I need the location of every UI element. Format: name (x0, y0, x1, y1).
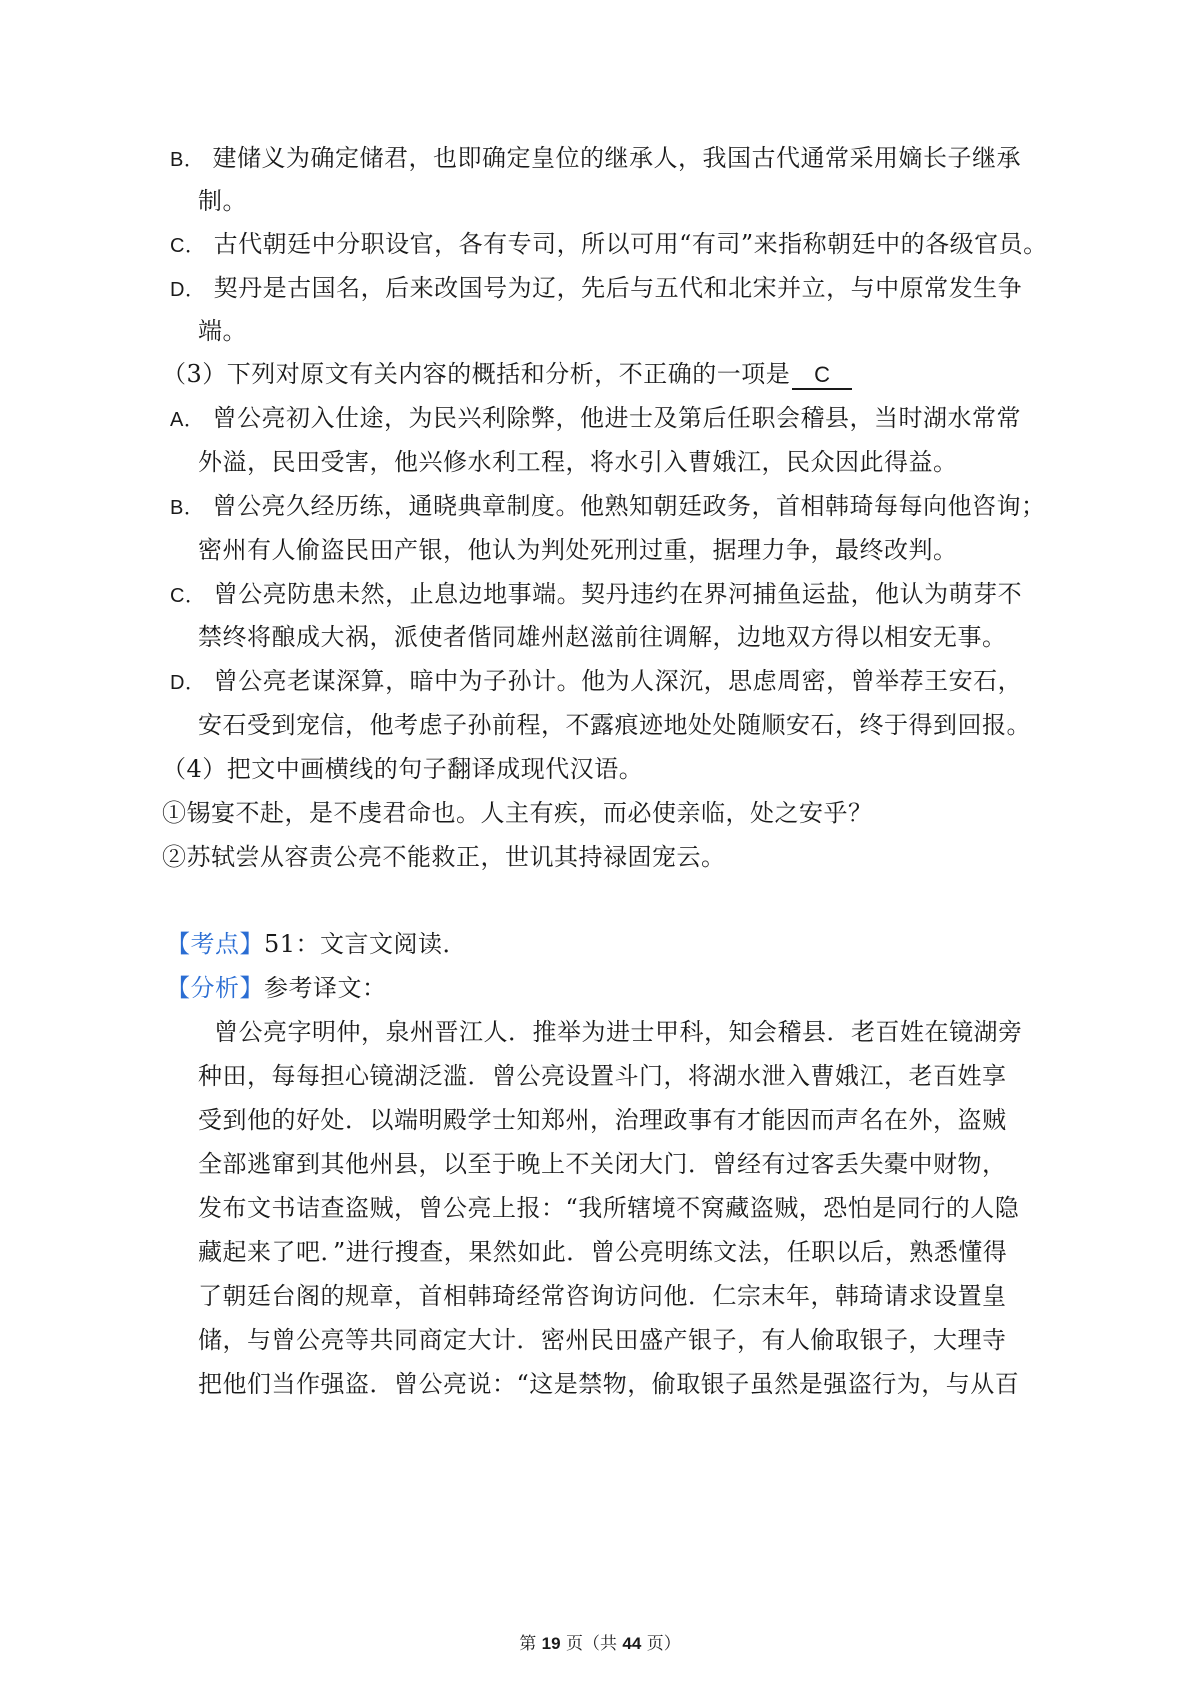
option-letter: A． (170, 409, 205, 431)
option-text: 契丹是古国名，后来改国号为辽，先后与五代和北宋并立，与中原常发生争 (213, 274, 1023, 302)
paragraph-line: 受到他的好处．以端明殿学士知郑州，治理政事有才能因而声名在外，盗贼 (198, 1106, 1007, 1134)
option-b-continuation: 制。 (198, 187, 247, 215)
paragraph-line: 种田，每每担心镜湖泛滥．曾公亮设置斗门，将湖水泄入曹娥江，老百姓享 (198, 1062, 1007, 1090)
q3-option-a (170, 402, 1021, 436)
q3-option-a-continuation: 外溢，民田受害，他兴修水利工程，将水引入曹娥江，民众因此得益。 (198, 448, 958, 476)
paragraph-line: 了朝廷台阁的规章，首相韩琦经常咨询访问他．仁宗末年，韩琦请求设置皇 (198, 1282, 1007, 1310)
paragraph-line: 曾公亮字明仲，泉州晋江人．推举为进士甲科，知会稽县．老百姓在镜湖旁 (214, 1018, 1023, 1046)
fenxi-line (166, 972, 387, 1004)
kaodian-line (166, 928, 467, 960)
page-footer: 第 19 页（共 44 页） (519, 1634, 681, 1654)
fenxi-text: 参考译文： (264, 974, 387, 1002)
option-letter: D． (170, 279, 206, 301)
kaodian-tag: 【考点】 (166, 930, 264, 958)
option-text: 曾公亮老谋深算，暗中为子孙计。他为人深沉，思虑周密，曾举荐王安石， (213, 667, 1023, 695)
option-c (170, 228, 1048, 262)
fenxi-tag: 【分析】 (166, 974, 264, 1002)
q3-option-c-continuation: 禁终将酿成大祸，派使者偕同雄州赵滋前往调解，边地双方得以相安无事。 (198, 623, 1007, 651)
paragraph-line: 全部逃窜到其他州县，以至于晚上不关闭大门．曾经有过客丢失橐中财物， (198, 1150, 1007, 1178)
paragraph-line: 把他们当作强盗．曾公亮说：“这是禁物，偷取银子虽然是强盗行为，与从百 (198, 1370, 1020, 1398)
paragraph-line: 储，与曾公亮等共同商定大计．密州民田盛产银子，有人偷取银子，大理寺 (198, 1326, 1007, 1354)
option-letter: C． (170, 585, 206, 607)
option-b (170, 142, 1021, 176)
option-text: 曾公亮防患未然，止息边地事端。契丹违约在界河捕鱼运盐，他认为萌芽不 (213, 580, 1023, 608)
option-d (170, 272, 1022, 306)
option-d-continuation: 端。 (198, 317, 247, 345)
option-text: 古代朝廷中分职设官，各有专司，所以可用“有司”来指称朝廷中的各级官员。 (213, 230, 1048, 258)
question-text: （3）下列对原文有关内容的概括和分析，不正确的一项是 (162, 360, 791, 388)
question-4-stem: （4）把文中画横线的句子翻译成现代汉语。 (162, 755, 644, 783)
q3-option-d (170, 665, 1022, 699)
option-text: 曾公亮久经历练，通晓典章制度。他熟知朝廷政务，首相韩琦每每向他咨询； (212, 492, 1046, 520)
paragraph-line: 发布文书诘查盗贼，曾公亮上报：“我所辖境不窝藏盗贼，恐怕是同行的人隐 (198, 1194, 1020, 1222)
paragraph-line: 藏起来了吧．”进行搜查，果然如此．曾公亮明练文法，任职以后，熟悉懂得 (198, 1238, 1008, 1266)
answer-blank: C (792, 362, 852, 390)
q3-option-b-continuation: 密州有人偷盗民田产银，他认为判处死刑过重，据理力争，最终改判。 (198, 536, 958, 564)
q3-option-c (170, 578, 1022, 612)
kaodian-text: 51：文言文阅读． (264, 930, 468, 958)
question-3-stem (162, 358, 852, 390)
option-letter: C． (170, 235, 206, 257)
option-text: 建储义为确定储君，也即确定皇位的继承人，我国古代通常采用嫡长子继承 (212, 144, 1021, 172)
q3-option-d-continuation: 安石受到宠信，他考虑子孙前程，不露痕迹地处处随顺安石，终于得到回报。 (198, 711, 1031, 739)
option-letter: B． (170, 149, 205, 171)
option-letter: B． (170, 497, 205, 519)
q4-item-2: ②苏轼尝从容责公亮不能救正，世讥其持禄固宠云。 (162, 843, 726, 871)
q3-option-b (170, 490, 1045, 524)
option-text: 曾公亮初入仕途，为民兴利除弊，他进士及第后任职会稽县，当时湖水常常 (212, 404, 1021, 432)
q4-item-1: ①锡宴不赴，是不虔君命也。人主有疾，而必使亲临，处之安乎？ (162, 799, 873, 827)
total-pages: 44 (622, 1634, 642, 1653)
option-letter: D． (170, 672, 206, 694)
page-number: 19 (541, 1634, 561, 1653)
